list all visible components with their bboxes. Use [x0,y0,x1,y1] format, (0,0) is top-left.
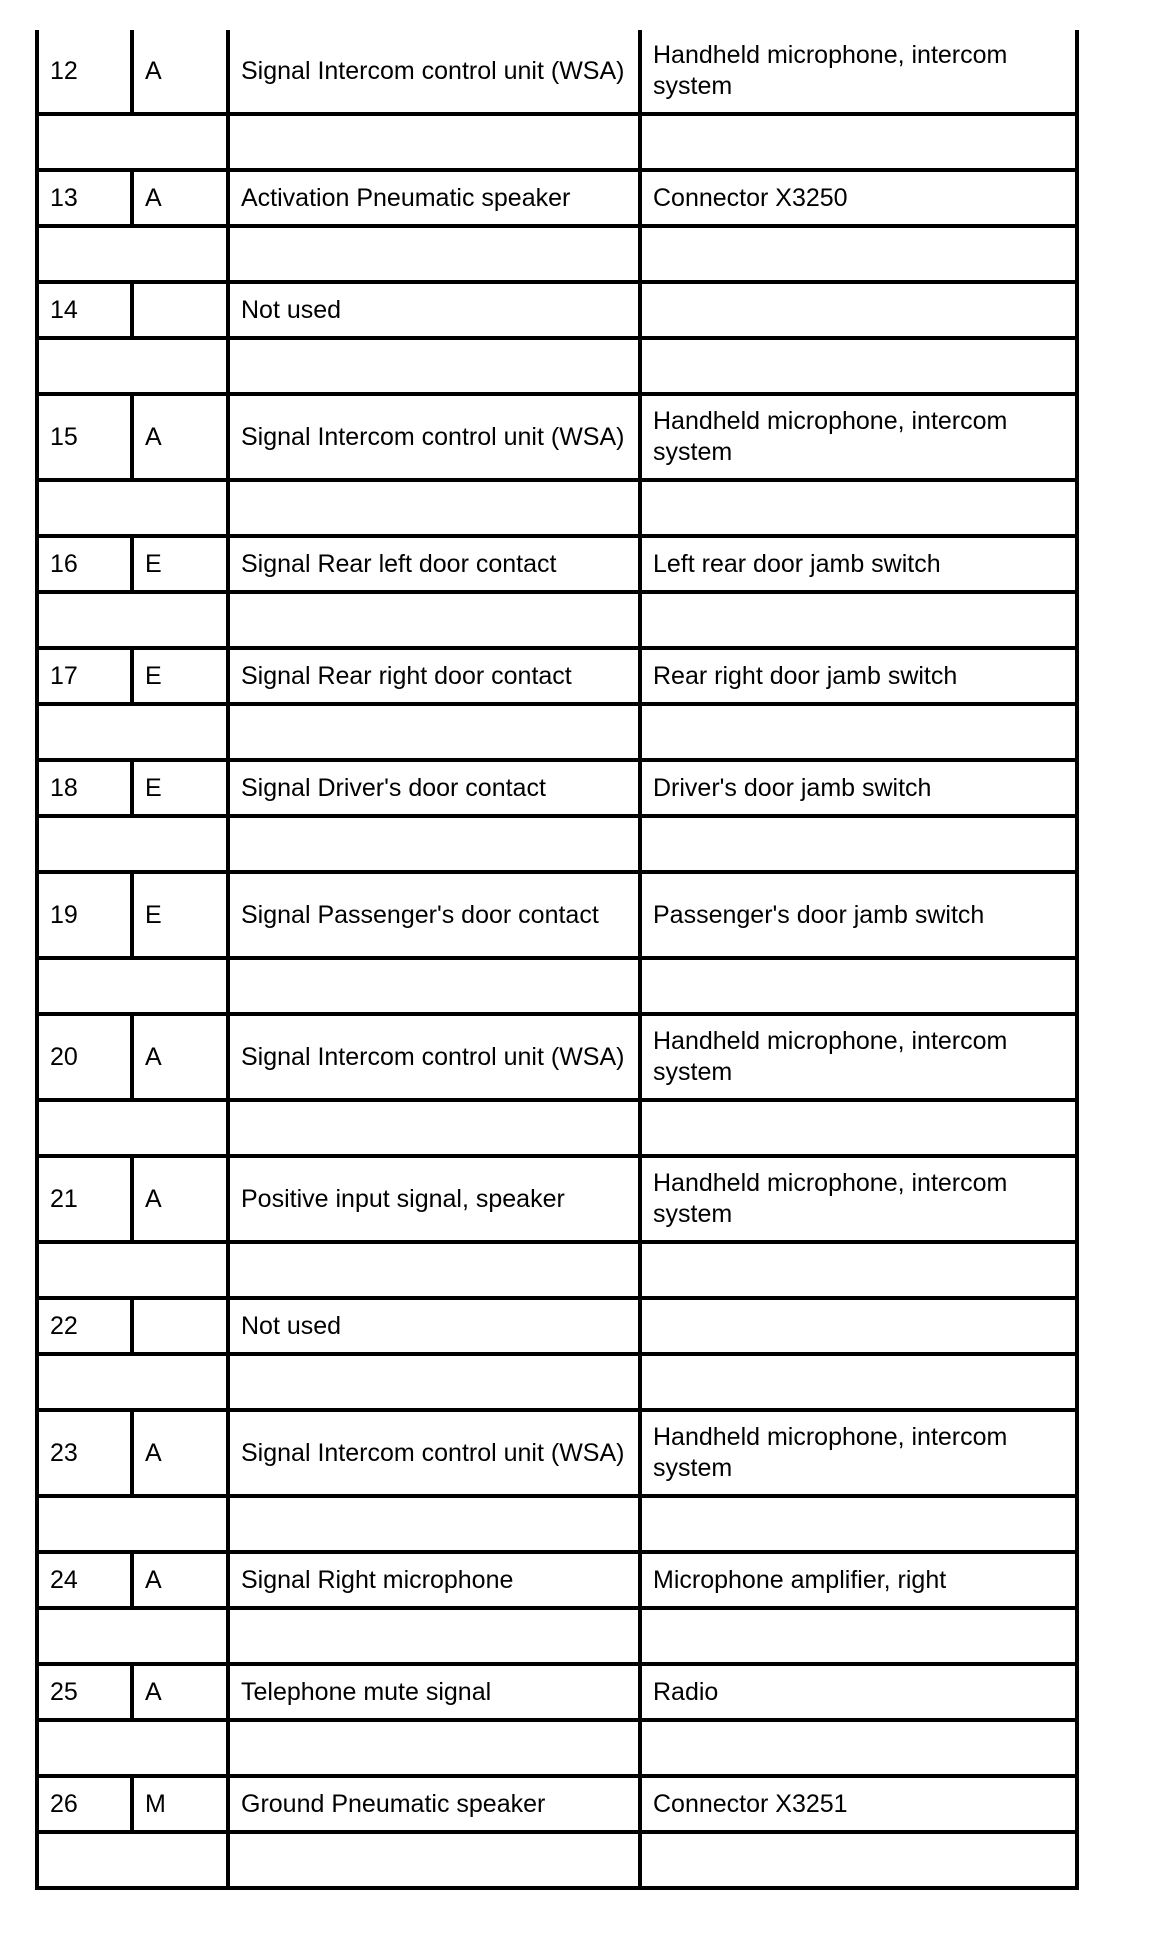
spacer-row [37,1720,1077,1776]
pin-number: 17 [37,648,132,704]
signal-type: A [132,394,228,480]
pin-number: 16 [37,536,132,592]
spacer-row [37,338,1077,394]
spacer-row [37,114,1077,170]
signal-destination: Handheld microphone, intercom system [640,1410,1077,1496]
table-row [37,536,1077,592]
pin-number: 20 [37,1014,132,1100]
signal-description: Telephone mute signal [228,1664,640,1720]
signal-destination: Handheld microphone, intercom system [640,30,1077,114]
pin-number: 14 [37,282,132,338]
table-row [37,648,1077,704]
signal-description: Activation Pneumatic speaker [228,170,640,226]
signal-description: Signal Intercom control unit (WSA) [228,30,640,114]
signal-description: Positive input signal, speaker [228,1156,640,1242]
signal-description: Signal Passenger's door contact [228,872,640,958]
pin-number: 24 [37,1552,132,1608]
table-row [37,394,1077,480]
spacer-row [37,480,1077,536]
spacer-row [37,226,1077,282]
signal-description: Signal Rear left door contact [228,536,640,592]
spacer-row [37,1242,1077,1298]
signal-type: E [132,648,228,704]
table-row [37,1664,1077,1720]
signal-type: E [132,760,228,816]
signal-type: A [132,1552,228,1608]
signal-description: Signal Driver's door contact [228,760,640,816]
pin-number: 25 [37,1664,132,1720]
signal-destination: Connector X3250 [640,170,1077,226]
table-row [37,1776,1077,1832]
pin-number: 19 [37,872,132,958]
signal-type [132,1298,228,1354]
signal-description: Signal Intercom control unit (WSA) [228,394,640,480]
signal-type: E [132,872,228,958]
table-row [37,170,1077,226]
signal-type: A [132,170,228,226]
signal-type: A [132,30,228,114]
signal-description: Not used [228,1298,640,1354]
table-row [37,760,1077,816]
pin-number: 21 [37,1156,132,1242]
signal-destination: Radio [640,1664,1077,1720]
signal-type: M [132,1776,228,1832]
signal-description: Signal Intercom control unit (WSA) [228,1014,640,1100]
table-row [37,1156,1077,1242]
signal-description: Signal Right microphone [228,1552,640,1608]
signal-destination: Handheld microphone, intercom system [640,1014,1077,1100]
signal-destination: Connector X3251 [640,1776,1077,1832]
signal-type: A [132,1410,228,1496]
signal-destination: Rear right door jamb switch [640,648,1077,704]
spacer-row [37,1100,1077,1156]
signal-description: Not used [228,282,640,338]
pin-number: 13 [37,170,132,226]
table-row [37,282,1077,338]
pin-number: 18 [37,760,132,816]
signal-destination: Passenger's door jamb switch [640,872,1077,958]
spacer-row [37,592,1077,648]
table-row [37,1014,1077,1100]
signal-type: A [132,1014,228,1100]
signal-destination: Handheld microphone, intercom system [640,1156,1077,1242]
table-row [37,1552,1077,1608]
signal-description: Signal Intercom control unit (WSA) [228,1410,640,1496]
signal-destination [640,1298,1077,1354]
signal-destination: Microphone amplifier, right [640,1552,1077,1608]
pin-number: 12 [37,30,132,114]
spacer-row [37,1354,1077,1410]
spacer-row [37,958,1077,1014]
signal-description: Ground Pneumatic speaker [228,1776,640,1832]
signal-destination: Left rear door jamb switch [640,536,1077,592]
spacer-row [37,816,1077,872]
table-row [37,1298,1077,1354]
pin-number: 15 [37,394,132,480]
signal-destination: Handheld microphone, intercom system [640,394,1077,480]
table-row [37,1410,1077,1496]
spacer-row [37,1832,1077,1888]
pin-assignment-table [35,30,1079,1890]
spacer-row [37,1496,1077,1552]
pin-number: 26 [37,1776,132,1832]
signal-type: E [132,536,228,592]
signal-type [132,282,228,338]
signal-type: A [132,1664,228,1720]
signal-destination [640,282,1077,338]
spacer-row [37,704,1077,760]
table-row [37,30,1077,114]
signal-destination: Driver's door jamb switch [640,760,1077,816]
pin-number: 22 [37,1298,132,1354]
pin-number: 23 [37,1410,132,1496]
signal-type: A [132,1156,228,1242]
signal-description: Signal Rear right door contact [228,648,640,704]
table-row [37,872,1077,958]
spacer-row [37,1608,1077,1664]
